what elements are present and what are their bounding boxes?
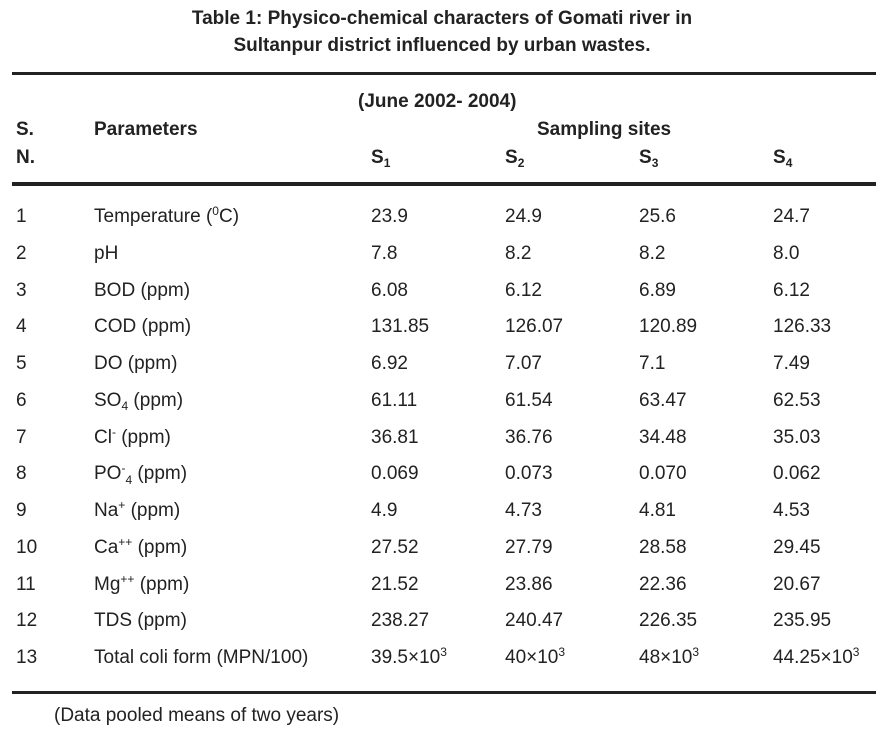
row-value-s1: $39.5\times 10^3$ xyxy=(371,645,447,668)
row-value-s4: $44.25\times 10^3$ xyxy=(773,645,860,668)
row-value-s4: 62.53 xyxy=(773,390,821,411)
row-value-s2: 61.54 xyxy=(505,390,553,411)
row-value-s4: 24.7 xyxy=(773,206,810,227)
row-value-s2: 24.9 xyxy=(505,206,542,227)
row-value-s3: 120.89 xyxy=(639,316,698,337)
row-parameter: $SO_4$ (ppm) xyxy=(94,390,184,413)
row-value-s1: 4.9 xyxy=(371,500,398,521)
row-serial-number: 5 xyxy=(16,353,27,374)
row-value-s3: 4.81 xyxy=(639,500,676,521)
sampling-sites-header: Sampling sites xyxy=(537,119,672,140)
row-value-s1: 0.069 xyxy=(371,463,419,484)
sn-header-line-2: N. xyxy=(16,147,35,168)
row-parameter: Cl- (ppm) xyxy=(94,425,171,448)
row-serial-number: 1 xyxy=(16,206,27,227)
row-value-s3: 28.58 xyxy=(639,537,687,558)
bottom-rule xyxy=(12,691,876,694)
row-value-s2: 0.073 xyxy=(505,463,553,484)
row-value-s2: 27.79 xyxy=(505,537,553,558)
row-parameter: DO (ppm) xyxy=(94,353,178,374)
row-value-s1: 131.85 xyxy=(371,316,430,337)
row-value-s3: $48\times 10^3$ xyxy=(639,645,700,668)
row-value-s2: 8.2 xyxy=(505,243,532,264)
site-header-s1: $S_1$ xyxy=(371,147,391,170)
row-value-s1: 6.08 xyxy=(371,280,408,301)
row-value-s2: 6.12 xyxy=(505,280,542,301)
row-parameter: BOD (ppm) xyxy=(94,280,191,301)
row-value-s3: 63.47 xyxy=(639,390,687,411)
row-parameter: pH xyxy=(94,243,119,264)
row-value-s1: 238.27 xyxy=(371,610,430,631)
row-serial-number: 8 xyxy=(16,463,27,484)
row-value-s1: 6.92 xyxy=(371,353,408,374)
row-value-s3: 25.6 xyxy=(639,206,676,227)
row-value-s2: 23.86 xyxy=(505,574,553,595)
row-value-s3: 34.48 xyxy=(639,427,687,448)
row-serial-number: 2 xyxy=(16,243,27,264)
row-value-s4: 235.95 xyxy=(773,610,832,631)
row-serial-number: 7 xyxy=(16,427,27,448)
site-header-s4: $S_4$ xyxy=(773,147,793,170)
row-value-s3: 22.36 xyxy=(639,574,687,595)
row-serial-number: 3 xyxy=(16,280,27,301)
row-value-s4: 126.33 xyxy=(773,316,832,337)
row-serial-number: 12 xyxy=(16,610,38,631)
row-value-s1: 7.8 xyxy=(371,243,398,264)
row-value-s4: 29.45 xyxy=(773,537,821,558)
row-parameter: Total coli form (MPN/100) xyxy=(94,647,309,668)
row-value-s3: 0.070 xyxy=(639,463,687,484)
table-caption-line-2: Sultanpur district influenced by urban wastes. xyxy=(233,35,651,56)
row-value-s4: 4.53 xyxy=(773,500,810,521)
row-serial-number: 4 xyxy=(16,316,27,337)
row-value-s2: 7.07 xyxy=(505,353,542,374)
row-value-s2: 4.73 xyxy=(505,500,542,521)
row-value-s4: 6.12 xyxy=(773,280,810,301)
row-value-s3: 7.1 xyxy=(639,353,666,374)
sn-header-line-1: S. xyxy=(16,119,34,140)
row-value-s4: 0.062 xyxy=(773,463,821,484)
row-value-s1: 23.9 xyxy=(371,206,408,227)
parameters-header: Parameters xyxy=(94,119,198,140)
row-parameter: Ca++ (ppm) xyxy=(94,535,188,558)
row-parameter: Temperature ($^0$C) xyxy=(94,204,240,227)
row-value-s1: 61.11 xyxy=(371,390,418,411)
row-value-s3: 226.35 xyxy=(639,610,698,631)
row-value-s2: $40\times 10^3$ xyxy=(505,645,566,668)
row-parameter: Na+ (ppm) xyxy=(94,498,181,521)
row-parameter: Mg++ (ppm) xyxy=(94,572,190,595)
footnote: (Data pooled means of two years) xyxy=(54,705,340,726)
row-value-s1: 21.52 xyxy=(371,574,419,595)
row-parameter: COD (ppm) xyxy=(94,316,192,337)
row-value-s4: 8.0 xyxy=(773,243,800,264)
row-serial-number: 9 xyxy=(16,500,27,521)
row-value-s4: 20.67 xyxy=(773,574,821,595)
row-value-s3: 6.89 xyxy=(639,280,676,301)
period-label: (June 2002- 2004) xyxy=(358,91,517,112)
row-parameter: $PO^-_4$ (ppm) xyxy=(94,461,188,487)
row-value-s2: 126.07 xyxy=(505,316,564,337)
site-header-s3: $S_3$ xyxy=(639,147,659,170)
header-rule xyxy=(12,182,876,186)
row-serial-number: 10 xyxy=(16,537,38,558)
row-value-s3: 8.2 xyxy=(639,243,666,264)
row-value-s2: 36.76 xyxy=(505,427,553,448)
row-value-s1: 27.52 xyxy=(371,537,419,558)
site-header-s2: $S_2$ xyxy=(505,147,525,170)
row-value-s4: 35.03 xyxy=(773,427,821,448)
row-serial-number: 13 xyxy=(16,647,38,668)
row-serial-number: 11 xyxy=(16,574,36,595)
row-value-s1: 36.81 xyxy=(371,427,419,448)
row-value-s4: 7.49 xyxy=(773,353,810,374)
row-value-s2: 240.47 xyxy=(505,610,564,631)
table-caption-line-1: Table 1: Physico-chemical characters of Gomati river in xyxy=(191,8,693,29)
row-parameter: TDS (ppm) xyxy=(94,610,187,631)
row-serial-number: 6 xyxy=(16,390,27,411)
top-rule xyxy=(12,72,876,75)
